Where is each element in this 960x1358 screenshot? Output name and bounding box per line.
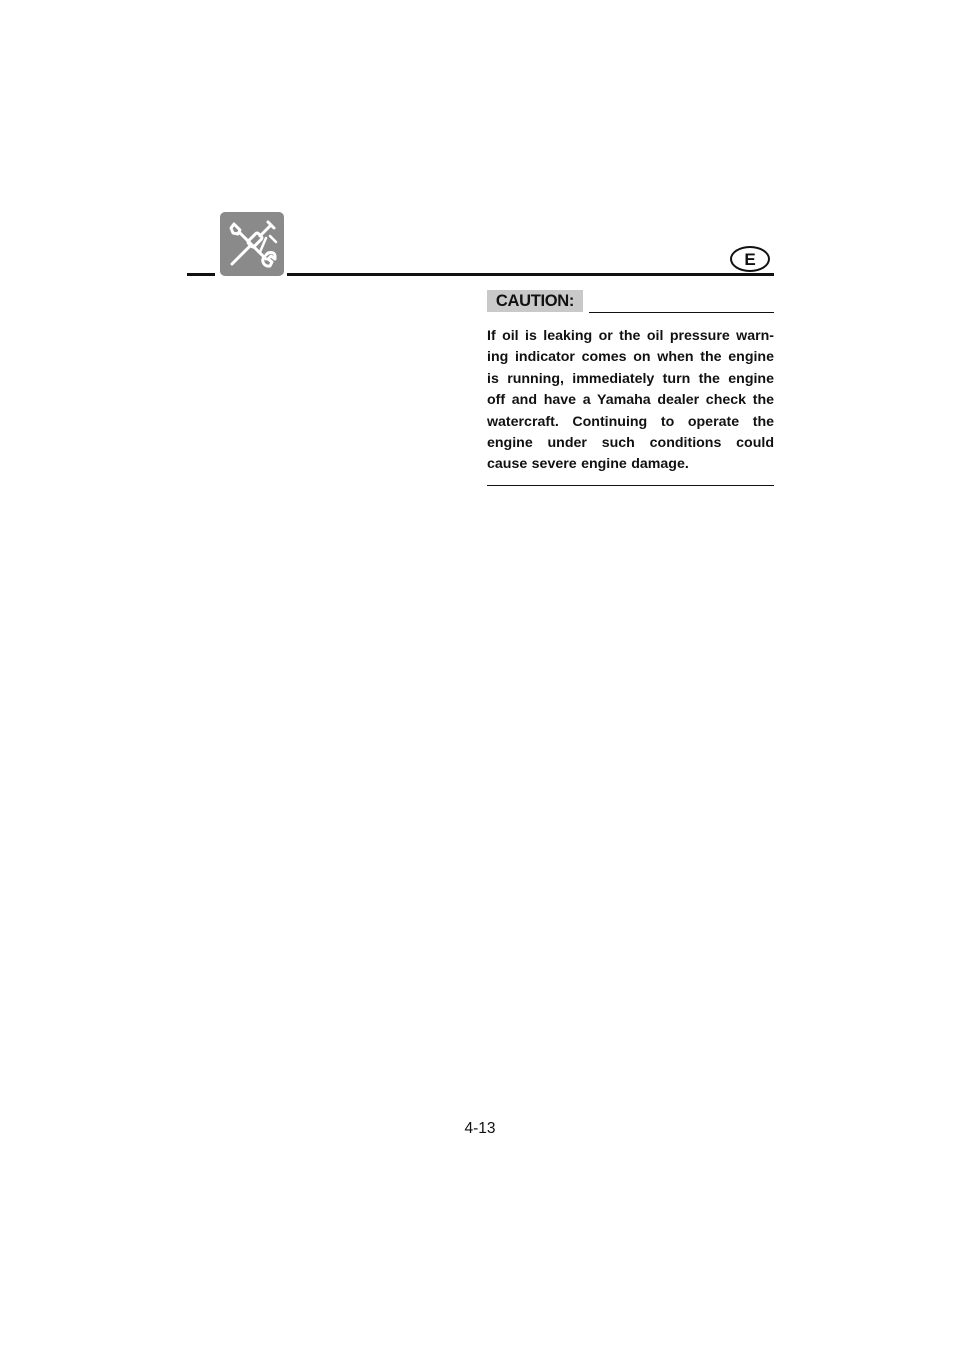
caution-label: CAUTION: (487, 290, 583, 312)
caution-bottom-rule (487, 485, 774, 486)
caution-header (487, 290, 774, 314)
maintenance-tools-icon (220, 212, 284, 276)
caution-text: If oil is leaking or the oil pressure warn-ing indicator comes on when the engine is running, immediately turn the engine off and have a Yamaha dealer check the watercraft. Continuing to operate the engine under such conditions could cause severe engine damage. (487, 328, 774, 473)
header-rule-left (187, 273, 215, 276)
page-number: 4-13 (464, 1120, 496, 1137)
language-badge: E (730, 246, 770, 272)
header-rule-right (287, 273, 774, 276)
caution-box (487, 290, 774, 486)
caution-header-rule (589, 312, 774, 313)
